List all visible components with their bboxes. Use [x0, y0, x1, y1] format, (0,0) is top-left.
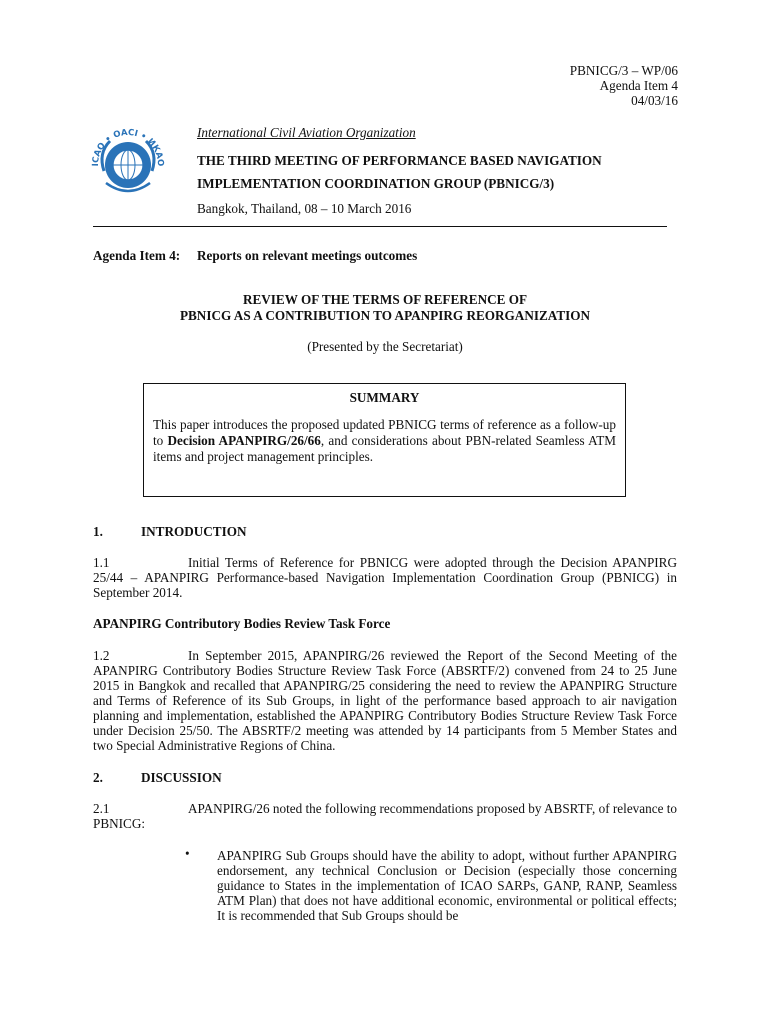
summary-heading: SUMMARY [349, 390, 420, 405]
bullet-item-1: APANPIRG Sub Groups should have the ability to adopt, without further APANPIRG endorsement, any technical Conclusion or Decision (especially those concerning guidance to States in the implementation of ICAO SARPs, GANP, RANP, Seamless ATM Plan) that does not have additional economic, environmental or political effects; It is recommended that Sub Groups should be [217, 848, 677, 923]
summary-box [143, 383, 626, 497]
section-2-heading [93, 770, 222, 785]
section-1-title: INTRODUCTION [141, 524, 247, 539]
meeting-location: Bangkok, Thailand, 08 – 10 March 2016 [197, 201, 412, 216]
summary-decision-ref: Decision APANPIRG/26/66 [167, 433, 321, 448]
paragraph-1-2-number: 1.2 [93, 648, 110, 663]
paragraph-1-2-text: In September 2015, APANPIRG/26 reviewed the Report of the Second Meeting of the APANPIRG Contributory Bodies Structure Review Task Force (ABSRTF/2) convened from 24 to 25 June 2015 in Bangkok and recalled that APANPIRG/25 considering the need to review the APANPIRG Structure and Terms of Reference of its Sub Groups, in light of the performance based approach to air navigation planning and implementation, established the APANPIRG Contributory Bodies Structure Review Task Force under Decision 25/50. The ABSRTF/2 meeting was attended by 14 participants from 5 Member States and two Special Administrative Regions of China. [93, 648, 677, 753]
bullet-dot-icon: • [185, 846, 190, 861]
summary-text [153, 417, 616, 465]
icao-logo [88, 123, 168, 203]
subheading-task-force: APANPIRG Contributory Bodies Review Task Force [93, 616, 391, 631]
agenda-ref: Agenda Item 4 [599, 78, 678, 93]
meeting-title-line1: THE THIRD MEETING OF PERFORMANCE BASED NAVIGATION [197, 153, 602, 168]
paragraph-2-1-number: 2.1 [93, 801, 110, 816]
paragraph-1-1 [93, 555, 677, 600]
agenda-title: Reports on relevant meetings outcomes [197, 248, 418, 263]
section-1-number: 1. [93, 524, 103, 539]
agenda-label: Agenda Item 4: [93, 248, 181, 263]
presented-by: (Presented by the Secretariat) [307, 339, 463, 354]
meeting-title [197, 149, 602, 195]
paper-title [93, 292, 677, 324]
summary-text-before: This paper introduces the proposed updated PBNICG terms of reference as a follow-up to [153, 417, 616, 448]
summary-text-after: , and considerations about PBN-related Seamless ATM items and project management principles. [153, 433, 616, 464]
doc-ref: PBNICG/3 – WP/06 [569, 63, 678, 78]
section-1-heading [93, 524, 247, 539]
meeting-title-line2: IMPLEMENTATION COORDINATION GROUP (PBNICG/3) [197, 176, 555, 191]
paragraph-1-1-number: 1.1 [93, 555, 110, 570]
agenda-line [93, 248, 417, 263]
document-reference-block [570, 63, 678, 108]
section-2-title: DISCUSSION [141, 770, 222, 785]
paragraph-2-1-text: APANPIRG/26 noted the following recommendations proposed by ABSRTF, of relevance to PBNICG: [93, 801, 677, 831]
paragraph-1-2 [93, 648, 677, 753]
logo-lettering: ICAO • OACI • ИКАО [90, 127, 166, 167]
paragraph-1-1-text: Initial Terms of Reference for PBNICG were adopted through the Decision APANPIRG 25/44 – APANPIRG Performance-based Navigation Implementation Coordination Group (PBNICG) in September 2014. [93, 555, 677, 600]
paper-title-line2: PBNICG AS A CONTRIBUTION TO APANPIRG REORGANIZATION [179, 308, 591, 323]
paragraph-2-1 [93, 801, 677, 831]
organization-block [197, 125, 602, 216]
paper-title-line1: REVIEW OF THE TERMS OF REFERENCE OF [242, 292, 528, 307]
header-divider [93, 226, 667, 227]
organization-name: International Civil Aviation Organization [197, 125, 416, 140]
doc-date: 04/03/16 [631, 93, 678, 108]
section-2-number: 2. [93, 770, 103, 785]
